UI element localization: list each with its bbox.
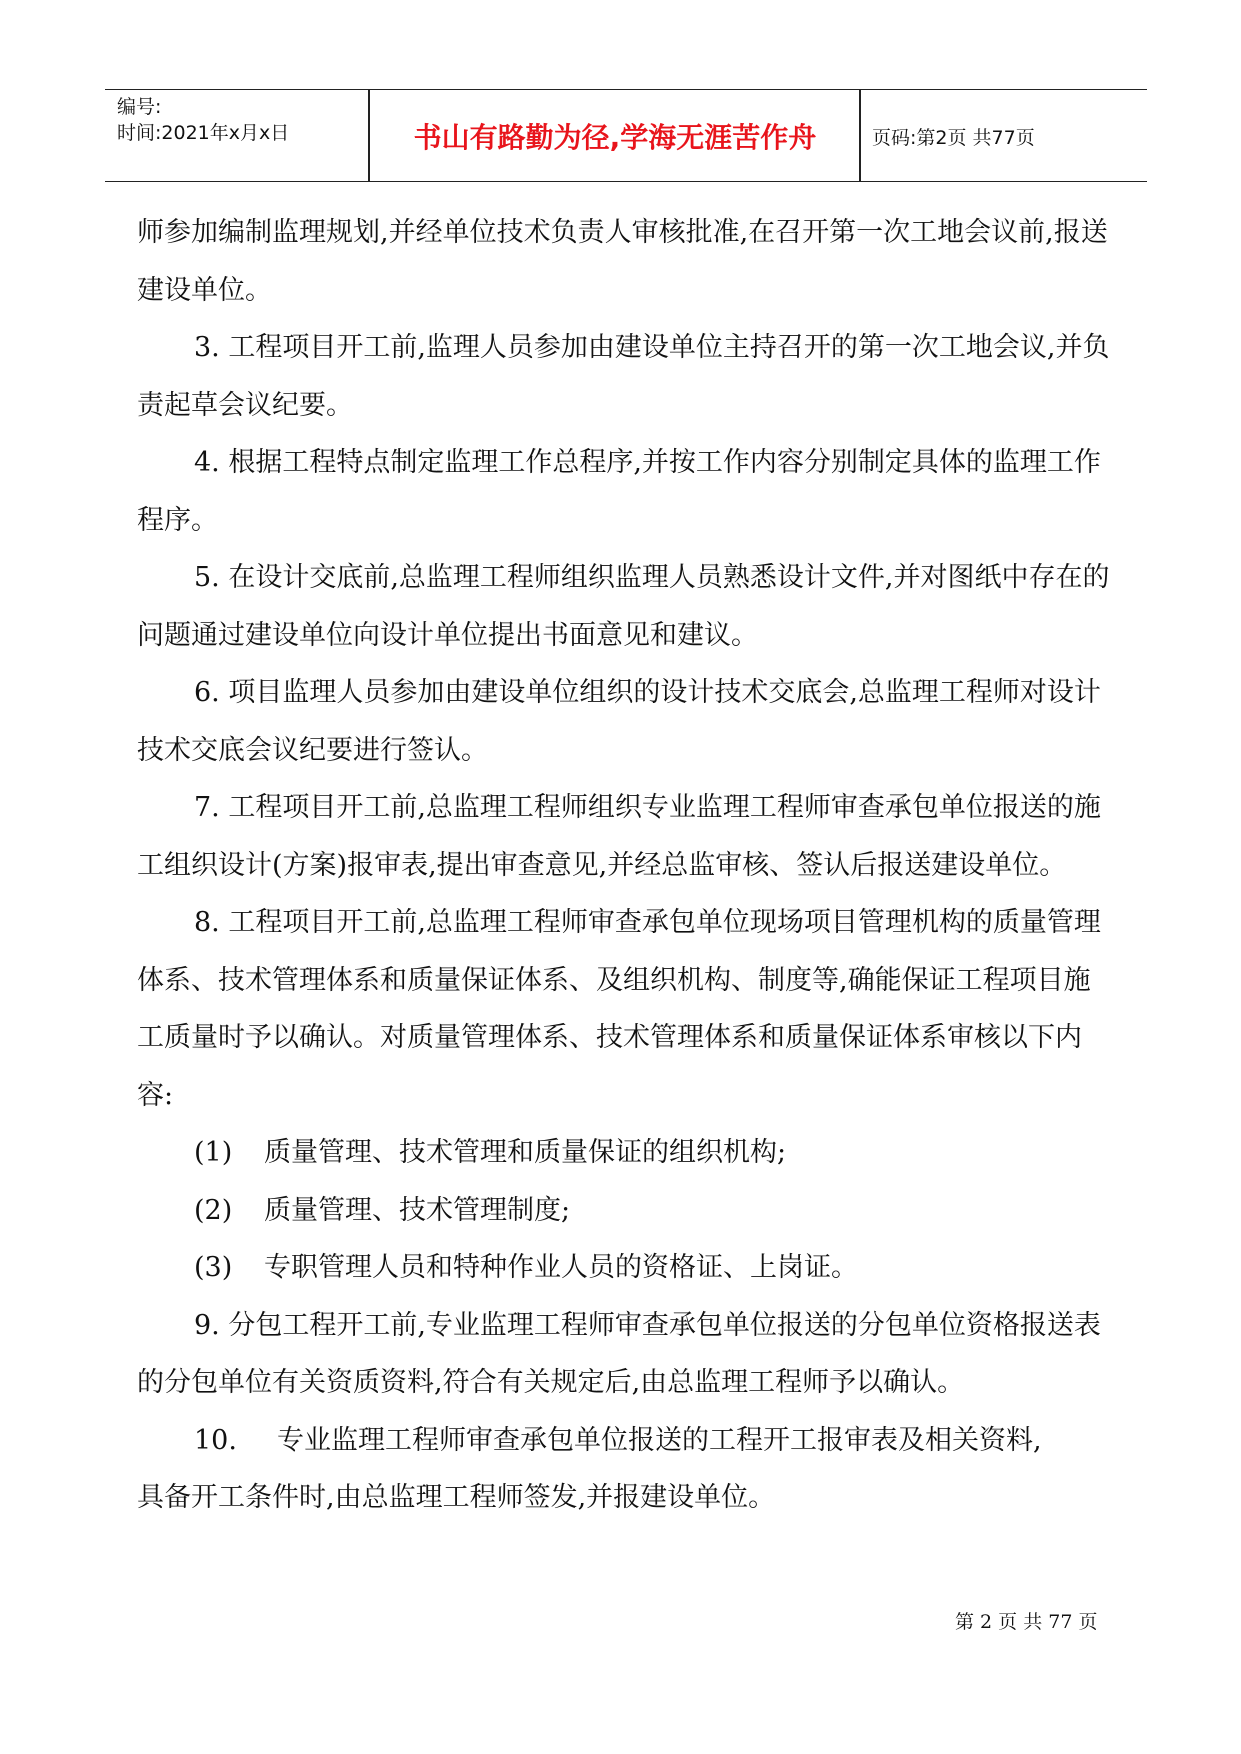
list-item-number: (1) — [194, 1137, 233, 1168]
paragraph: 4. 根据工程特点制定监理工作总程序,并按工作内容分别制定具体的监理工作程序。 — [137, 447, 1101, 536]
paragraph: 7. 工程项目开工前,总监理工程师组织专业监理工程师审查承包单位报送的施工组织设计(方案)报审表,提出审查意见,并经总监审核、签认后报送建设单位。 — [137, 792, 1101, 881]
header-divider — [368, 90, 370, 182]
page-header — [105, 89, 1147, 182]
paragraph-number: 10. — [194, 1424, 237, 1456]
paragraph: 6. 项目监理人员参加由建设单位组织的设计技术交底会,总监理工程师对设计技术交底会议纪要进行签认。 — [137, 677, 1101, 766]
list-item — [137, 1239, 1117, 1297]
header-meta — [117, 94, 367, 146]
paragraph-line: 专业监理工程师审查承包单位报送的工程开工报审表及相关资料, — [277, 1424, 1042, 1456]
paragraph-line: 具备开工条件时,由总监理工程师签发,并报建设单位。 — [137, 1482, 776, 1513]
list-item-text: 质量管理、技术管理制度; — [264, 1194, 571, 1226]
paragraph — [137, 1412, 1117, 1470]
paragraph: 3. 工程项目开工前,监理人员参加由建设单位主持召开的第一次工地会议,并负责起草会议纪要。 — [137, 332, 1110, 421]
list-item-number: (2) — [194, 1194, 233, 1226]
paragraph: 9. 分包工程开工前,专业监理工程师审查承包单位报送的分包单位资格报送表的分包单位有关资质资料,符合有关规定后,由总监理工程师予以确认。 — [137, 1309, 1101, 1398]
paragraph: 8. 工程项目开工前,总监理工程师审查承包单位现场项目管理机构的质量管理体系、技术管理体系和质量保证体系、及组织机构、制度等,确能保证工程项目施工质量时予以确认。对质量管理体系、技术管理体系和质量保证体系审核以下内容: — [137, 907, 1101, 1111]
list-item-text: 专职管理人员和特种作业人员的资格证、上岗证。 — [264, 1252, 858, 1283]
document-time: 时间:2021年x月x日 — [117, 122, 290, 144]
document-body — [137, 204, 1117, 1527]
list-item — [137, 1124, 1117, 1182]
list-item-text: 质量管理、技术管理和质量保证的组织机构; — [264, 1137, 787, 1168]
header-divider — [859, 90, 861, 182]
header-page-info: 页码:第2页 共77页 — [872, 126, 1035, 149]
list-item — [137, 1182, 1117, 1240]
header-motto: 书山有路勤为径,学海无涯苦作舟 — [413, 121, 817, 154]
page-footer: 第 2 页 共 77 页 — [955, 1611, 1098, 1633]
paragraph: 5. 在设计交底前,总监理工程师组织监理人员熟悉设计文件,并对图纸中存在的问题通过建设单位向设计单位提出书面意见和建议。 — [137, 562, 1110, 651]
list-item-number: (3) — [194, 1252, 233, 1283]
document-number-label: 编号: — [117, 96, 162, 118]
paragraph: 师参加编制监理规划,并经单位技术负责人审核批准,在召开第一次工地会议前,报送建设单位。 — [137, 217, 1108, 306]
